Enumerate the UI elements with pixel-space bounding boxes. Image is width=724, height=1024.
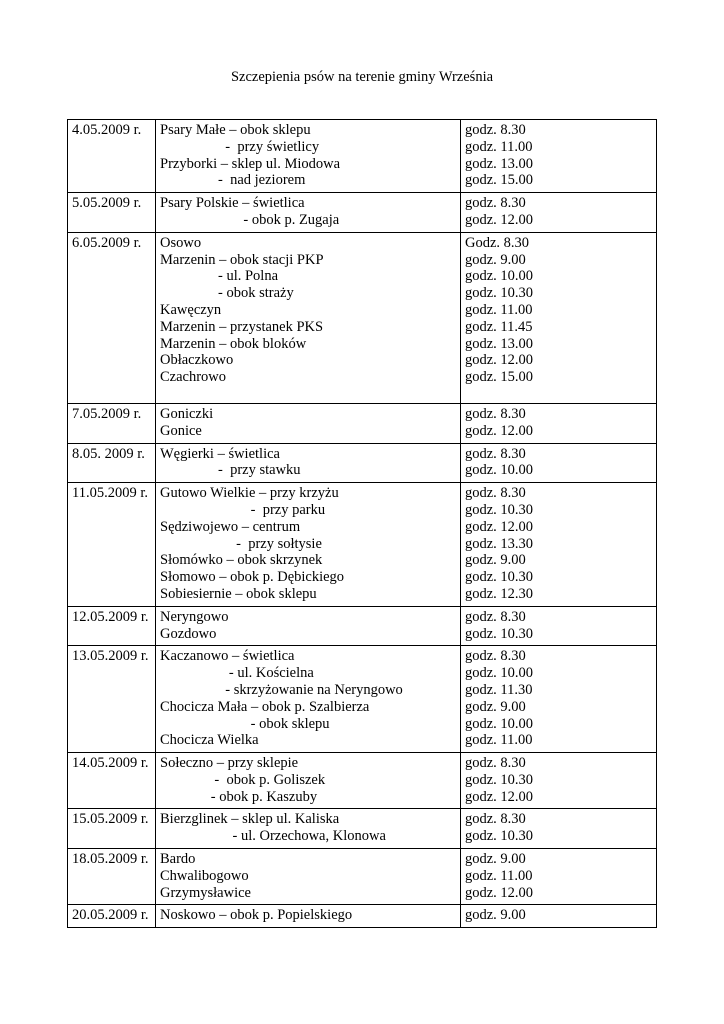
date-text: 4.05.2009 r. <box>72 122 142 138</box>
date-cell <box>68 646 156 753</box>
time-line: godz. 8.30 <box>465 405 526 422</box>
location-line: - przy parku <box>160 501 326 518</box>
time-line: godz. 10.30 <box>465 569 534 586</box>
location-line: Marzenin – obok bloków <box>160 335 307 352</box>
location-line: Sędziwojewo – centrum <box>160 518 301 535</box>
date-cell <box>68 753 156 809</box>
date-cell <box>68 483 156 607</box>
time-line: godz. 15.00 <box>465 369 534 386</box>
location-line: - obok p. Kaszuby <box>160 788 318 805</box>
location-line: - obok sklepu <box>160 715 330 732</box>
location-line: - ul. Orzechowa, Klonowa <box>160 828 386 845</box>
location-cell <box>156 809 461 849</box>
location-line: Czachrowo <box>160 369 227 386</box>
date-text: 14.05.2009 r. <box>72 755 149 772</box>
date-text: 13.05.2009 r. <box>72 648 149 665</box>
location-line: Węgierki – świetlica <box>160 445 280 462</box>
location-line: Gonice <box>160 422 202 439</box>
time-line: godz. 10.00 <box>465 268 534 285</box>
location-line: - obok p. Goliszek <box>160 771 326 788</box>
location-line: Grzymysławice <box>160 884 251 901</box>
location-cell <box>156 905 461 928</box>
table-row <box>68 443 657 483</box>
location-line: - przy sołtysie <box>160 535 322 552</box>
time-cell <box>461 403 657 443</box>
time-line: godz. 11.00 <box>465 138 533 155</box>
location-line: Gutowo Wielkie – przy krzyżu <box>160 485 339 502</box>
table-row <box>68 483 657 607</box>
time-line: godz. 9.00 <box>465 907 526 924</box>
location-line: - ul. Kościelna <box>160 665 314 682</box>
date-text: 20.05.2009 r. <box>72 907 149 924</box>
time-line: godz. 8.30 <box>465 811 526 828</box>
date-text: 12.05.2009 r. <box>72 608 149 625</box>
location-line: Chocicza Mała – obok p. Szalbierza <box>160 698 370 715</box>
time-cell <box>461 905 657 928</box>
time-cell <box>461 809 657 849</box>
time-line: godz. 9.00 <box>465 698 526 715</box>
table-row <box>68 646 657 753</box>
date-text: 11.05.2009 r. <box>72 485 148 502</box>
location-line: Przyborki – sklep ul. Miodowa <box>160 155 341 172</box>
location-line: - obok straży <box>160 285 294 302</box>
location-line: - przy stawku <box>160 462 301 479</box>
time-line: godz. 8.30 <box>465 195 526 212</box>
location-cell <box>156 849 461 905</box>
location-line: Obłaczkowo <box>160 352 234 369</box>
location-line: - nad jeziorem <box>160 172 306 189</box>
time-line: godz. 8.30 <box>465 608 526 625</box>
location-line: Goniczki <box>160 405 214 422</box>
date-cell <box>68 443 156 483</box>
location-cell <box>156 193 461 233</box>
time-line: godz. 10.00 <box>465 665 534 682</box>
location-line: Noskowo – obok p. Popielskiego <box>160 907 353 924</box>
time-cell <box>461 120 657 193</box>
time-line: godz. 12.00 <box>465 211 534 228</box>
date-cell <box>68 193 156 233</box>
date-cell <box>68 403 156 443</box>
table-row <box>68 809 657 849</box>
date-cell <box>68 905 156 928</box>
location-line: Neryngowo <box>160 608 229 625</box>
time-line: godz. 12.00 <box>465 352 534 369</box>
date-cell <box>68 120 156 193</box>
time-line: godz. 12.00 <box>465 518 534 535</box>
location-line: Gozdowo <box>160 625 217 642</box>
time-line: godz. 9.00 <box>465 251 526 268</box>
date-text: 6.05.2009 r. <box>72 234 142 251</box>
location-cell <box>156 443 461 483</box>
time-line: godz. 12.00 <box>465 884 534 901</box>
location-line: Psary Polskie – świetlica <box>160 195 305 212</box>
location-line: - obok p. Zugaja <box>160 211 340 228</box>
time-line: godz. 8.30 <box>465 122 526 138</box>
location-line: Kawęczyn <box>160 301 222 318</box>
location-line: - ul. Polna <box>160 268 279 285</box>
table-row <box>68 753 657 809</box>
date-text: 5.05.2009 r. <box>72 195 142 212</box>
table-row <box>68 403 657 443</box>
location-cell <box>156 232 461 403</box>
time-line: godz. 10.30 <box>465 771 534 788</box>
time-line: godz. 13.00 <box>465 335 534 352</box>
time-line: godz. 13.00 <box>465 155 534 172</box>
time-cell <box>461 232 657 403</box>
table-row <box>68 606 657 646</box>
time-line: godz. 15.00 <box>465 172 534 189</box>
cell-spacer <box>160 386 457 400</box>
location-cell <box>156 403 461 443</box>
time-line: godz. 8.30 <box>465 445 526 462</box>
table-row <box>68 193 657 233</box>
time-line: godz. 12.00 <box>465 788 534 805</box>
table-row <box>68 120 657 193</box>
time-line: godz. 12.00 <box>465 422 534 439</box>
time-cell <box>461 443 657 483</box>
location-line: Słomowo – obok p. Dębickiego <box>160 569 345 586</box>
time-line: godz. 9.00 <box>465 552 526 569</box>
date-cell <box>68 809 156 849</box>
time-cell <box>461 849 657 905</box>
location-line: Sołeczno – przy sklepie <box>160 755 299 772</box>
time-line: godz. 10.00 <box>465 715 534 732</box>
location-line: Sobiesiernie – obok sklepu <box>160 585 317 602</box>
location-line: Bierzglinek – sklep ul. Kaliska <box>160 811 340 828</box>
date-text: 8.05. 2009 r. <box>72 445 145 462</box>
time-cell <box>461 483 657 607</box>
location-line: Słomówko – obok skrzynek <box>160 552 323 569</box>
time-line: godz. 8.30 <box>465 755 526 772</box>
date-text: 18.05.2009 r. <box>72 851 149 868</box>
location-cell <box>156 606 461 646</box>
location-line: - przy świetlicy <box>160 138 320 155</box>
time-line: godz. 10.30 <box>465 501 534 518</box>
schedule-table <box>67 119 657 928</box>
location-cell <box>156 753 461 809</box>
location-line: Kaczanowo – świetlica <box>160 648 295 665</box>
time-line: godz. 8.30 <box>465 648 526 665</box>
time-line: godz. 13.30 <box>465 535 534 552</box>
time-line: godz. 11.00 <box>465 732 533 749</box>
time-cell <box>461 193 657 233</box>
location-line: Chocicza Wielka <box>160 732 259 749</box>
time-cell <box>461 646 657 753</box>
time-cell <box>461 753 657 809</box>
table-row <box>68 849 657 905</box>
date-text: 7.05.2009 r. <box>72 405 142 422</box>
time-cell <box>461 606 657 646</box>
time-line: godz. 11.00 <box>465 301 533 318</box>
time-line: godz. 11.45 <box>465 318 533 335</box>
location-cell <box>156 646 461 753</box>
date-cell <box>68 606 156 646</box>
date-cell <box>68 232 156 403</box>
location-line: Marzenin – obok stacji PKP <box>160 251 324 268</box>
time-line: Godz. 8.30 <box>465 234 530 251</box>
time-line: godz. 10.30 <box>465 828 534 845</box>
time-line: godz. 10.30 <box>465 285 534 302</box>
location-cell <box>156 483 461 607</box>
time-line: godz. 10.00 <box>465 462 534 479</box>
location-line: Osowo <box>160 234 202 251</box>
location-cell <box>156 120 461 193</box>
time-line: godz. 11.00 <box>465 867 533 884</box>
location-line: Marzenin – przystanek PKS <box>160 318 324 335</box>
location-line: Psary Małe – obok sklepu <box>160 122 311 138</box>
schedule-table-body <box>68 120 657 928</box>
document-title: Szczepienia psów na terenie gminy Września <box>230 69 494 85</box>
location-line: Bardo <box>160 851 196 868</box>
date-text: 15.05.2009 r. <box>72 811 149 828</box>
time-line: godz. 11.30 <box>465 681 533 698</box>
time-line: godz. 8.30 <box>465 485 526 502</box>
location-line: - skrzyżowanie na Neryngowo <box>160 681 403 698</box>
table-row <box>68 905 657 928</box>
time-line: godz. 9.00 <box>465 851 526 868</box>
time-line: godz. 10.30 <box>465 625 534 642</box>
location-line: Chwalibogowo <box>160 867 249 884</box>
time-line: godz. 12.30 <box>465 585 534 602</box>
table-row <box>68 232 657 403</box>
date-cell <box>68 849 156 905</box>
